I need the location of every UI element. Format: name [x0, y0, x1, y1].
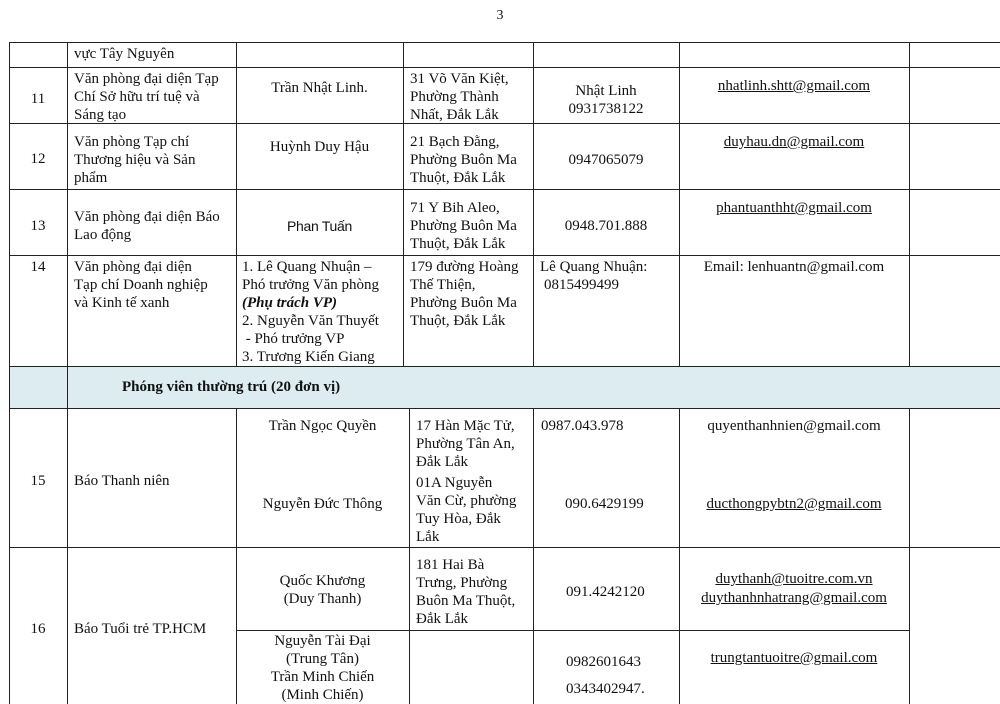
person-cell: Trần Ngọc Quyền	[268, 418, 377, 434]
unit-line: Văn phòng đại diện Báo	[74, 209, 220, 225]
email-cell	[679, 495, 909, 513]
address-line: Thuột, Đắk Lắk	[410, 170, 506, 186]
unit-cell	[74, 208, 229, 244]
phone-cell	[533, 82, 679, 118]
stt-cell: 15	[30, 473, 46, 489]
rule	[67, 42, 68, 366]
address-line: 181 Hai Bà	[416, 557, 485, 573]
email-cell	[679, 133, 909, 151]
address-line: Đắk Lắk	[416, 454, 469, 470]
email-link[interactable]: ducthongpybtn2@gmail.com	[706, 496, 882, 512]
unit-line: Văn phòng đại diện Tạp	[74, 71, 219, 87]
person-line: (Trung Tân)	[286, 651, 359, 667]
rule	[533, 408, 534, 704]
address-line: Đắk Lắk	[416, 611, 469, 627]
person-line-emphasis: (Phụ trách VP)	[242, 295, 338, 311]
rule	[9, 42, 1000, 43]
stt-cell: 11	[30, 91, 46, 107]
unit-line: Lao động	[74, 227, 132, 243]
unit-cell	[74, 258, 232, 312]
phone-cell: 0948.701.888	[564, 218, 648, 234]
address-line: 01A Nguyễn	[416, 475, 493, 491]
unit-cell: vực Tây Nguyên	[74, 46, 175, 62]
address-line: Phường Buôn Ma	[410, 152, 517, 168]
person-cell	[236, 632, 409, 704]
phone-cell: 091.4242120	[566, 584, 645, 600]
unit-cell: Báo Tuổi trẻ TP.HCM	[74, 621, 207, 637]
address-line: Thế Thiện,	[410, 277, 476, 293]
person-line: 1. Lê Quang Nhuận –	[242, 259, 372, 275]
email-cell: Email: lenhuantn@gmail.com	[703, 259, 885, 275]
address-cell	[410, 70, 527, 124]
unit-line: và Kinh tế xanh	[74, 295, 170, 311]
email-link[interactable]: duyhau.dn@gmail.com	[723, 134, 865, 150]
unit-line: Văn phòng đại diện	[74, 259, 192, 275]
address-line: Nhất, Đắk Lắk	[410, 107, 499, 123]
address-line: 17 Hàn Mặc Tử,	[416, 418, 515, 434]
stt-cell: 12	[30, 151, 46, 167]
email-cell[interactable]: quyenthanhnien@gmail.com	[707, 418, 881, 434]
phone-cell	[566, 649, 678, 703]
address-cell	[410, 133, 527, 187]
address-line: Thuột, Đắk Lắk	[410, 236, 506, 252]
person-line: Phó trưởng Văn phòng	[242, 277, 380, 293]
person-line: 2. Nguyễn Văn Thuyết	[242, 313, 379, 329]
address-cell	[416, 474, 528, 546]
address-line: Phường Thành	[410, 89, 499, 105]
phone-line: 0343402947.	[566, 681, 645, 697]
email-cell	[679, 649, 909, 667]
rule	[9, 547, 1000, 548]
person-cell: Trần Nhật Linh.	[271, 80, 368, 96]
address-line: Thuột, Đắk Lắk	[410, 313, 506, 329]
address-line: 179 đường Hoàng	[410, 259, 519, 275]
email-link[interactable]: trungtantuoitre@gmail.com	[710, 650, 878, 666]
address-cell	[416, 417, 528, 471]
rule	[236, 630, 910, 631]
unit-line: phẩm	[74, 170, 108, 186]
email-link[interactable]: phantuanthht@gmail.com	[716, 200, 872, 216]
address-line: Phường Buôn Ma	[410, 295, 517, 311]
person-cell: Phan Tuấn	[286, 218, 353, 234]
unit-line: Tạp chí Doanh nghiệp	[74, 277, 208, 293]
phone-line: Lê Quang Nhuận:	[540, 259, 648, 275]
address-line: Phường Tân An,	[416, 436, 515, 452]
address-line: 31 Võ Văn Kiệt,	[410, 71, 509, 87]
rule	[9, 366, 1000, 367]
rule	[409, 408, 410, 704]
person-cell: Nguyễn Đức Thông	[262, 496, 383, 512]
rule	[909, 408, 910, 704]
phone-cell: 090.6429199	[565, 496, 644, 512]
address-line: Buôn Ma Thuột,	[416, 593, 516, 609]
address-cell	[410, 258, 527, 330]
phone-cell: 0947065079	[568, 152, 644, 168]
stt-cell: 14	[30, 259, 46, 275]
person-line: Nguyễn Tài Đại	[274, 633, 371, 649]
person-line: (Duy Thanh)	[283, 591, 362, 607]
address-line: Trưng, Phường	[416, 575, 508, 591]
rule	[9, 189, 1000, 190]
unit-cell	[74, 70, 229, 124]
phone-line: 0931738122	[568, 101, 644, 117]
email-cell	[679, 77, 909, 95]
stt-cell: 16	[30, 621, 46, 637]
address-line: Phường Buôn Ma	[410, 218, 517, 234]
person-cell	[242, 258, 400, 366]
address-line: Lắk	[416, 529, 440, 545]
rule	[9, 67, 1000, 68]
section-title: Phóng viên thường trú (20 đơn vị)	[122, 379, 341, 395]
email-link[interactable]: duythanh@tuoitre.com.vn	[715, 571, 873, 587]
person-line: Trần Minh Chiến	[270, 669, 375, 685]
email-cell	[679, 570, 909, 607]
rule	[403, 42, 404, 366]
unit-line: Chí Sở hữu trí tuệ và	[74, 89, 200, 105]
address-line: Tuy Hòa, Đắk	[416, 511, 501, 527]
unit-line: Văn phòng Tạp chí	[74, 134, 190, 150]
person-line: - Phó trưởng VP	[242, 331, 345, 347]
email-link[interactable]: duythanhnhatrang@gmail.com	[701, 590, 887, 606]
address-line: 21 Bạch Đằng,	[410, 134, 500, 150]
unit-line: Sáng tạo	[74, 107, 127, 123]
person-line: (Minh Chiến)	[281, 687, 364, 703]
rule	[67, 408, 68, 704]
phone-line: 0982601643	[566, 654, 641, 670]
address-line: Văn Cừ, phường	[416, 493, 517, 509]
email-link[interactable]: nhatlinh.shtt@gmail.com	[717, 78, 871, 94]
rule	[9, 255, 1000, 256]
address-cell	[410, 199, 527, 253]
address-line: 71 Y Bih Aleo,	[410, 200, 500, 216]
rule	[9, 42, 10, 704]
rule	[67, 366, 68, 408]
person-line: 3. Trương Kiến Giang	[242, 349, 375, 365]
unit-cell: Báo Thanh niên	[74, 473, 170, 489]
person-cell	[236, 572, 409, 608]
email-cell	[679, 199, 909, 217]
stt-cell: 13	[30, 218, 46, 234]
phone-cell	[540, 258, 676, 294]
unit-line: Thương hiệu và Sản	[74, 152, 196, 168]
person-cell: Huỳnh Duy Hậu	[269, 139, 370, 155]
unit-cell	[74, 133, 229, 187]
phone-line: Nhật Linh	[575, 83, 637, 99]
phone-cell: 0987.043.978	[541, 418, 624, 434]
rule	[909, 42, 910, 366]
address-cell	[416, 556, 528, 628]
person-line: Quốc Khương	[279, 573, 366, 589]
phone-line: 0815499499	[544, 277, 619, 293]
page-number: 3	[496, 8, 504, 23]
rule	[9, 408, 1000, 409]
